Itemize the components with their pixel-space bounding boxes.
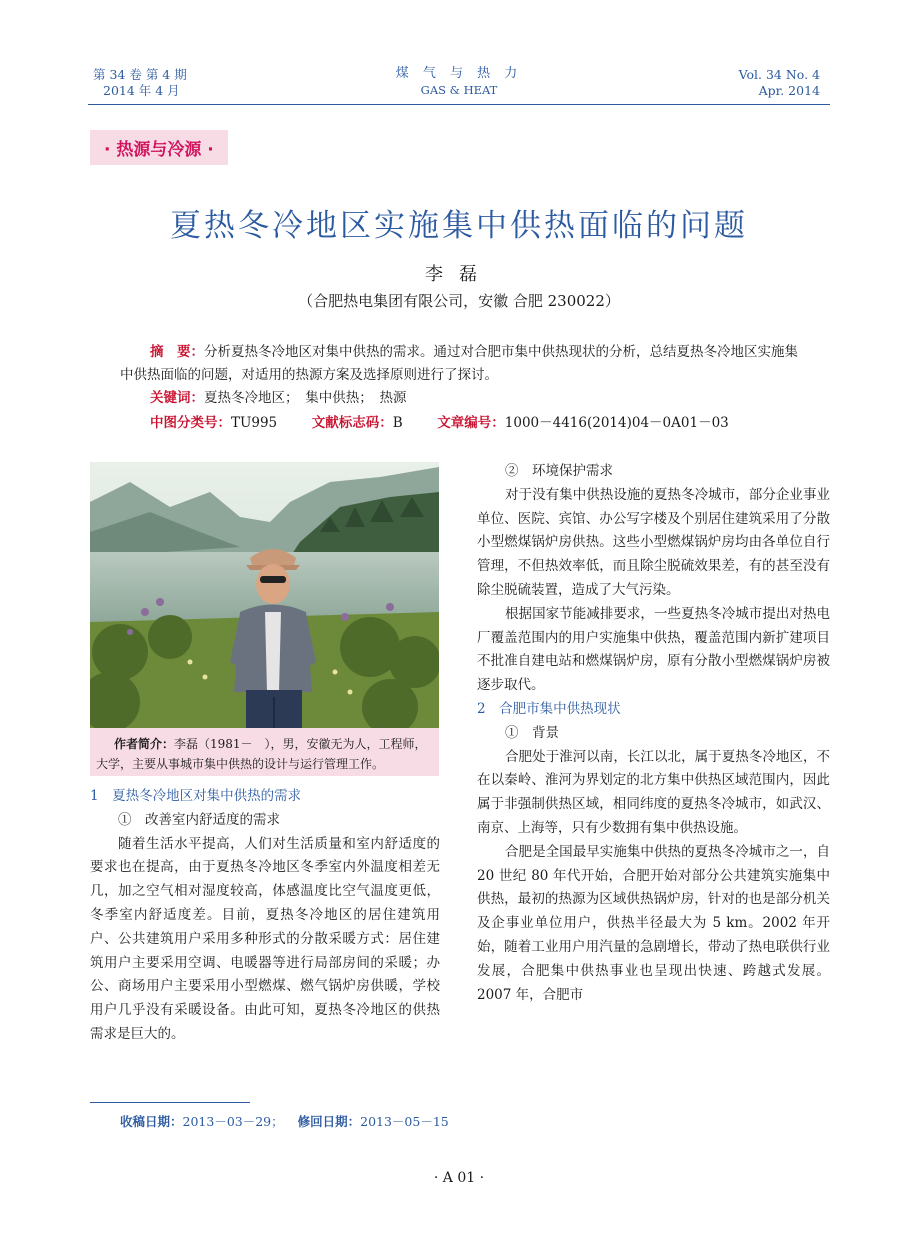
abstract-label: 摘 要： bbox=[150, 344, 204, 360]
paragraph-5: 合肥是全国最早实施集中供热的夏热冬冷城市之一，自 20 世纪 80 年代开始，合肥开始对部分公共建筑实施集中供热，最初的热源为区域供热锅炉房，针对的也是部分机关及企事业单位用户，供热半径最大为 5 km。2002 年开始，随着工业用户用汽量的急剧增长，带动了热电联供行业发展，合肥集中供热事业也呈现出快速、跨越式发展。2007 年，合肥市 bbox=[477, 843, 830, 1003]
author-bio-label: 作者简介： bbox=[114, 737, 175, 751]
subsection-2-heading: ② 环境保护需求 bbox=[505, 463, 613, 479]
section-2-heading: 2 合肥市集中供热现状 bbox=[477, 700, 621, 717]
paragraph-2: 对于没有集中供热设施的夏热冬冷城市，部分企业事业单位、医院、宾馆、办公写字楼及个别居住建筑采用了分散小型燃煤锅炉房供热。这些小型燃煤锅炉房均由各单位自行管理，不但热效率低，而且除尘脱硫效果差，有的甚至没有除尘脱硫装置，造成了大气污染。 bbox=[477, 486, 830, 598]
footnote-divider bbox=[90, 1102, 250, 1103]
author-affiliation: （合肥热电集团有限公司，安徽 合肥 230022） bbox=[298, 292, 620, 310]
keywords-text: 夏热冬冷地区； 集中供热； 热源 bbox=[204, 390, 407, 406]
volume-issue: 第 34 卷 第 4 期 bbox=[93, 67, 187, 82]
issue-date-en: Apr. 2014 bbox=[758, 83, 820, 98]
paragraph-1: 随着生活水平提高，人们对生活质量和室内舒适度的要求也在提高，由于夏热冬冷地区冬季室内外温度相差无几，加之空气相对湿度较高，体感温度比空气温度更低，冬季室内舒适度差。目前，夏热冬冷地区的居住建筑用户、公共建筑用户采用多种形式的分散采暖方式：居住建筑用户主要采用空调、电暖器等进行局部房间的采暖；办公、商场用户主要采用小型燃煤、燃气锅炉房供暖，学校用户几乎没有采暖设备。由此可知，夏热冬冷地区的供热需求是巨大的。 bbox=[90, 835, 440, 1042]
journal-name-cn: 煤 气 与 热 力 bbox=[395, 66, 523, 81]
section-tag: · 热源与冷源 · bbox=[90, 130, 228, 165]
left-column bbox=[90, 785, 440, 1047]
subsection-3-heading: ① 背景 bbox=[505, 724, 559, 741]
paragraph-4: 合肥处于淮河以南，长江以北，属于夏热冬冷地区，不在以秦岭、淮河为界划定的北方集中供热区域范围内，因此属于非强制供热区域，相同纬度的夏热冬冷城市，如武汉、南京、上海等，只有少数拥有集中供热设施。 bbox=[477, 748, 830, 836]
journal-name-en: GAS & HEAT bbox=[420, 83, 498, 97]
author-photo bbox=[90, 462, 439, 728]
article-title: 夏热冬冷地区实施集中供热面临的问题 bbox=[170, 208, 748, 244]
classification-line bbox=[150, 412, 729, 435]
abstract bbox=[120, 341, 810, 387]
clc-label: 中图分类号： bbox=[150, 415, 231, 431]
received-date: 2013－03－29； bbox=[182, 1114, 284, 1129]
author-bio bbox=[90, 728, 439, 776]
paragraph-3: 根据国家节能减排要求，一些夏热冬冷城市提出对热电厂覆盖范围内的用户实施集中供热，覆盖范围内新扩建项目不批准自建电站和燃煤锅炉房，原有分散小型燃煤锅炉房被逐步取代。 bbox=[477, 605, 830, 694]
right-column bbox=[477, 460, 830, 1007]
article-number-label: 文章编号： bbox=[437, 415, 505, 431]
abstract-text: 分析夏热冬冷地区对集中供热的需求。通过对合肥市集中供热现状的分析，总结夏热冬冷地区实施集中供热面临的问题，对适用的热源方案及选择原则进行了探讨。 bbox=[120, 344, 798, 383]
footnote-dates bbox=[120, 1112, 449, 1130]
clc-value: TU995 bbox=[231, 415, 278, 431]
received-label: 收稿日期： bbox=[120, 1114, 183, 1129]
revised-date: 2013－05－15 bbox=[360, 1114, 449, 1129]
issue-date: 2014 年 4 月 bbox=[103, 83, 180, 98]
subsection-1-heading: ① 改善室内舒适度的需求 bbox=[118, 811, 280, 828]
page-number: · A 01 · bbox=[433, 1170, 485, 1186]
doc-code-value: B bbox=[392, 415, 403, 431]
journal-volume-info-en bbox=[739, 67, 820, 99]
keywords bbox=[150, 387, 407, 410]
volume-issue-en: Vol. 34 No. 4 bbox=[738, 67, 820, 82]
section-1-heading: 1 夏热冬冷地区对集中供热的需求 bbox=[90, 788, 302, 804]
doc-code-label: 文献标志码： bbox=[311, 415, 393, 431]
author-bio-text: 李磊（1981－ ），男，安徽无为人，工程师，大学，主要从事城市集中供热的设计与运行管理工作。 bbox=[96, 737, 427, 771]
header-divider bbox=[88, 104, 830, 105]
keywords-label: 关键词： bbox=[150, 390, 204, 406]
revised-label: 修回日期： bbox=[297, 1114, 361, 1129]
article-number-value: 1000－4416(2014)04－0A01－03 bbox=[504, 415, 729, 431]
author-name: 李磊 bbox=[425, 264, 493, 285]
